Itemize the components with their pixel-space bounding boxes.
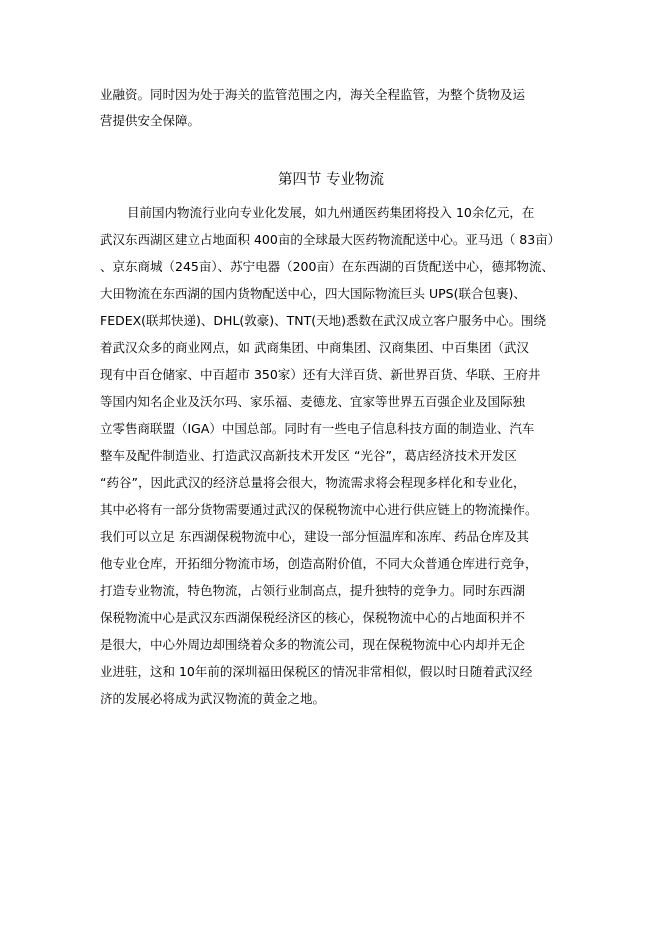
body-line-17: 是很大，中心外周边却围绕着众多的物流公司，现在保税物流中心内却并无企 (100, 637, 526, 652)
section-title: 第四节 专业物流 (277, 172, 385, 188)
body-line-2: 武汉东西湖区建立占地面积 400亩的全球最大医药物流配送中心。亚马迅（ 83亩） (100, 232, 561, 247)
body-line-4: 大田物流在东西湖的国内货物配送中心，四大国际物流巨头 UPS(联合包裹)、 (100, 286, 526, 301)
intro-line-1: 业融资。同时因为处于海关的监管范围之内，海关全程监管，为整个货物及运 (100, 87, 526, 102)
body-line-9: 立零售商联盟（IGA）中国总部。同时有一些电子信息科技方面的制造业、汽车 (100, 421, 535, 436)
body-line-1: 目前国内物流行业向专业化发展，如九州通医药集团将投入 10余亿元，在 (127, 205, 535, 220)
body-line-15: 打造专业物流，特色物流，占领行业制高点，提升独特的竞争力。同时东西湖 (100, 583, 526, 598)
intro-line-2: 营提供安全保障。 (100, 113, 201, 128)
body-line-8: 等国内知名企业及沃尔玛、家乐福、麦德龙、宜家等世界五百强企业及国际独 (100, 394, 526, 409)
body-line-5: FEDEX(联邦快递)、DHL(敦豪)、TNT(天地)悉数在武汉成立客户服务中心。围绕 (100, 313, 547, 328)
body-line-10: 整车及配件制造业、打造武汉高新技术开发区 “光谷”，葛店经济技术开发区 (100, 448, 517, 463)
body-line-19: 济的发展必将成为武汉物流的黄金之地。 (100, 691, 326, 706)
body-line-13: 我们可以立足 东西湖保税物流中心，建设一部分恒温库和冻库、药品仓库及其 (100, 529, 529, 544)
body-line-6: 着武汉众多的商业网点，如 武商集团、中商集团、汉商集团、中百集团（武汉 (100, 340, 529, 355)
body-line-3: 、京东商城（245亩）、苏宁电器（200亩）在东西湖的百货配送中心，德邦物流、 (100, 259, 554, 274)
body-line-16: 保税物流中心是武汉东西湖保税经济区的核心，保税物流中心的占地面积并不 (100, 610, 526, 625)
body-line-18: 业进驻，这和 10年前的深圳福田保税区的情况非常相似，假以时日随着武汉经 (100, 664, 533, 679)
body-line-12: 其中必将有一部分货物需要通过武汉的保税物流中心进行供应链上的物流操作。 (100, 502, 538, 517)
body-line-14: 他专业仓库，开拓细分物流市场，创造高附价值，不同大众普通仓库进行竞争， (100, 556, 538, 571)
body-line-11: “药谷”，因此武汉的经济总量将会很大，物流需求将会程现多样化和专业化， (100, 475, 526, 490)
body-line-7: 现有中百仓储家、中百超市 350家）还有大洋百货、新世界百货、华联、王府井 (100, 367, 541, 382)
